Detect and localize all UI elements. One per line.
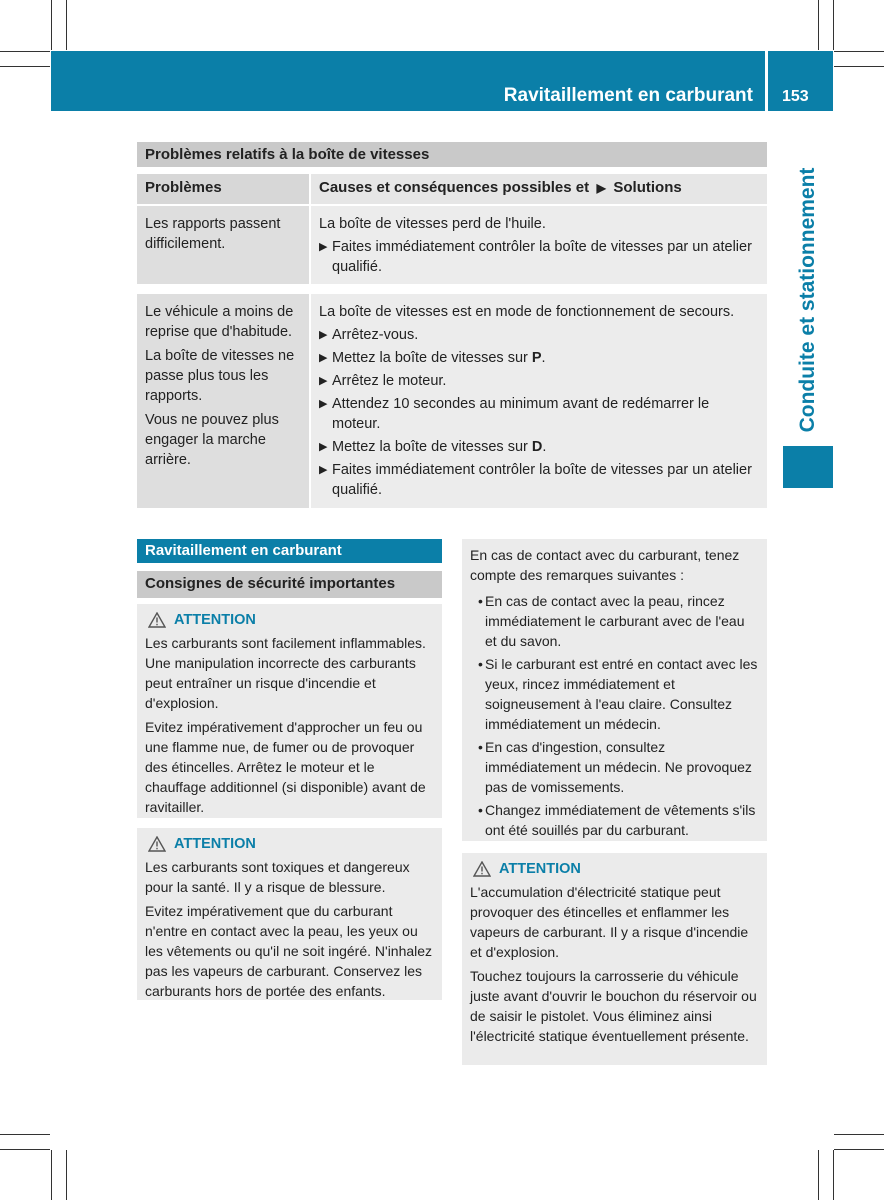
warning-triangle-icon bbox=[473, 861, 491, 877]
crop-mark bbox=[833, 0, 834, 50]
bullet-icon: • bbox=[478, 656, 483, 672]
table-row bbox=[137, 294, 767, 508]
crop-mark bbox=[818, 1150, 819, 1200]
column-header-causes-text: Causes et conséquences possibles et bbox=[319, 179, 590, 196]
table-row bbox=[137, 206, 767, 284]
warning-title bbox=[470, 859, 759, 879]
cause-text: La boîte de vitesses est en mode de fonctionnement de secours. bbox=[319, 304, 735, 320]
list-item-text: En cas d'ingestion, consultez immédiatement un médecin. Ne provoquez pas de vomissements. bbox=[485, 739, 752, 795]
crop-mark bbox=[66, 1150, 67, 1200]
column-header-causes bbox=[311, 174, 767, 204]
arrow-icon: ▶ bbox=[319, 464, 328, 476]
crop-mark bbox=[0, 1149, 50, 1150]
problem-cell bbox=[137, 294, 309, 508]
column-header-problems: Problèmes bbox=[137, 174, 309, 204]
arrow-icon: ▶ bbox=[319, 352, 328, 364]
arrow-icon: ▶ bbox=[319, 329, 328, 341]
step-text: Mettez la boîte de vitesses sur bbox=[332, 350, 528, 366]
side-tab bbox=[783, 160, 833, 440]
warning-box bbox=[137, 604, 442, 818]
gearbox-problems-table bbox=[137, 142, 767, 508]
step-text: Faites immédiatement contrôler la boîte de vitesses par un atelier qualifié. bbox=[332, 462, 752, 498]
crop-mark bbox=[834, 1134, 884, 1135]
step-text: Mettez la boîte de vitesses sur bbox=[332, 439, 528, 455]
warning-box bbox=[137, 828, 442, 1000]
warning-triangle-icon bbox=[148, 612, 166, 628]
gear-position-d: D bbox=[531, 439, 543, 455]
column-header-solutions-text: Solutions bbox=[613, 179, 682, 196]
list-item bbox=[470, 737, 759, 797]
warning-title-text: ATTENTION bbox=[174, 836, 256, 852]
problem-text: Les rapports passent difficilement. bbox=[145, 216, 281, 252]
warning-title-text: ATTENTION bbox=[174, 612, 256, 628]
subsection-title: Consignes de sécurité importantes bbox=[137, 571, 442, 598]
step-item: ▶ Mettez la boîte de vitesses sur P. bbox=[319, 350, 546, 366]
warning-box bbox=[462, 853, 767, 1065]
step-text: Faites immédiatement contrôler la boîte de vitesses par un atelier qualifié. bbox=[332, 239, 752, 275]
gear-position-p: P bbox=[531, 350, 542, 366]
warning-title bbox=[145, 610, 434, 630]
solution-cell bbox=[311, 206, 767, 284]
crop-mark bbox=[0, 1134, 50, 1135]
list-item-text: Si le carburant est entré en contact avec les yeux, rincez immédiatement et soigneusement à l'eau claire. Consultez immédiatement un médecin. bbox=[485, 656, 758, 732]
arrow-icon: ▶ bbox=[319, 375, 328, 387]
arrow-icon: ▶ bbox=[319, 441, 328, 453]
crop-mark bbox=[834, 66, 884, 67]
step-item bbox=[319, 460, 759, 500]
step-item bbox=[319, 394, 759, 434]
warning-triangle-icon bbox=[148, 836, 166, 852]
side-tab-marker bbox=[783, 446, 833, 488]
table-title: Problèmes relatifs à la boîte de vitesses bbox=[137, 142, 767, 167]
list-item bbox=[470, 654, 759, 734]
crop-mark bbox=[66, 0, 67, 50]
bullet-icon: • bbox=[478, 802, 483, 818]
warning-text: Evitez impérativement que du carburant n'entre en contact avec la peau, les yeux ou les vêtements ou qu'il ne soit ingéré. N'inhalez pas les vapeurs de carburant. Conservez les carburants hors de portée des enfants. bbox=[145, 903, 433, 999]
list-item bbox=[470, 591, 759, 651]
problem-cell bbox=[137, 206, 309, 284]
step-item: ▶ Mettez la boîte de vitesses sur D. bbox=[319, 439, 547, 455]
arrow-icon: ▶ bbox=[593, 181, 610, 195]
arrow-icon: ▶ bbox=[319, 398, 328, 410]
page-number-box bbox=[768, 51, 833, 111]
header-title: Ravitaillement en carburant bbox=[503, 85, 753, 106]
list-item-text: En cas de contact avec la peau, rincez immédiatement le carburant avec de l'eau et du savon. bbox=[485, 593, 745, 649]
crop-mark bbox=[833, 1150, 834, 1200]
table-header-row bbox=[137, 174, 767, 204]
side-tab-label: Conduite et stationnement bbox=[796, 167, 819, 433]
contact-instructions bbox=[462, 539, 767, 841]
crop-mark bbox=[51, 1150, 52, 1200]
problem-text: Le véhicule a moins de reprise que d'habitude. bbox=[145, 304, 294, 340]
page-number: 153 bbox=[782, 88, 809, 105]
contact-intro: En cas de contact avec du carburant, tenez compte des remarques suivantes : bbox=[470, 547, 740, 583]
crop-mark bbox=[818, 0, 819, 50]
step-text: Arrêtez le moteur. bbox=[332, 373, 447, 389]
warning-title-text: ATTENTION bbox=[499, 861, 581, 877]
header-bar bbox=[51, 51, 765, 111]
bullet-icon: • bbox=[478, 593, 483, 609]
crop-mark bbox=[834, 51, 884, 52]
step-item bbox=[319, 325, 759, 345]
step-item bbox=[319, 237, 759, 277]
crop-mark bbox=[0, 66, 50, 67]
list-item bbox=[470, 800, 759, 840]
bullet-icon: • bbox=[478, 739, 483, 755]
arrow-icon: ▶ bbox=[319, 241, 328, 253]
row-separator bbox=[137, 284, 767, 294]
problem-text: Vous ne pouvez plus engager la marche arrière. bbox=[145, 412, 279, 468]
cause-text: La boîte de vitesses perd de l'huile. bbox=[319, 216, 546, 232]
warning-text: Les carburants sont facilement inflammables. Une manipulation incorrecte des carburants peut entraîner un risque d'incendie et d'explosion. bbox=[145, 635, 426, 711]
list-item-text: Changez immédiatement de vêtements s'ils ont été souillés par du carburant. bbox=[485, 802, 756, 838]
step-text: Attendez 10 secondes au minimum avant de redémarrer le moteur. bbox=[332, 396, 710, 432]
solution-cell bbox=[311, 294, 767, 508]
problem-text: La boîte de vitesses ne passe plus tous les rapports. bbox=[145, 348, 295, 404]
crop-mark bbox=[0, 51, 50, 52]
crop-mark bbox=[834, 1149, 884, 1150]
step-item bbox=[319, 371, 759, 391]
warning-title bbox=[145, 834, 434, 854]
step-text: Arrêtez-vous. bbox=[332, 327, 419, 343]
warning-text: Les carburants sont toxiques et dangereux pour la santé. Il y a risque de blessure. bbox=[145, 859, 410, 895]
warning-text: L'accumulation d'électricité statique peut provoquer des étincelles et enflammer les vapeurs de carburant. Il y a risque d'incendie et d'explosion. bbox=[470, 884, 749, 960]
section-title: Ravitaillement en carburant bbox=[137, 539, 442, 563]
crop-mark bbox=[51, 0, 52, 50]
warning-text: Evitez impérativement d'approcher un feu ou une flamme nue, de fumer ou de provoquer des étincelles. Arrêtez le moteur et le chauffage additionnel (si disponible) avant de ravitailler. bbox=[145, 719, 426, 815]
warning-text: Touchez toujours la carrosserie du véhicule juste avant d'ouvrir le bouchon du réservoir ou de saisir le pistolet. Vous éliminez ainsi l'électricité statique éventuellement présente. bbox=[470, 968, 757, 1044]
